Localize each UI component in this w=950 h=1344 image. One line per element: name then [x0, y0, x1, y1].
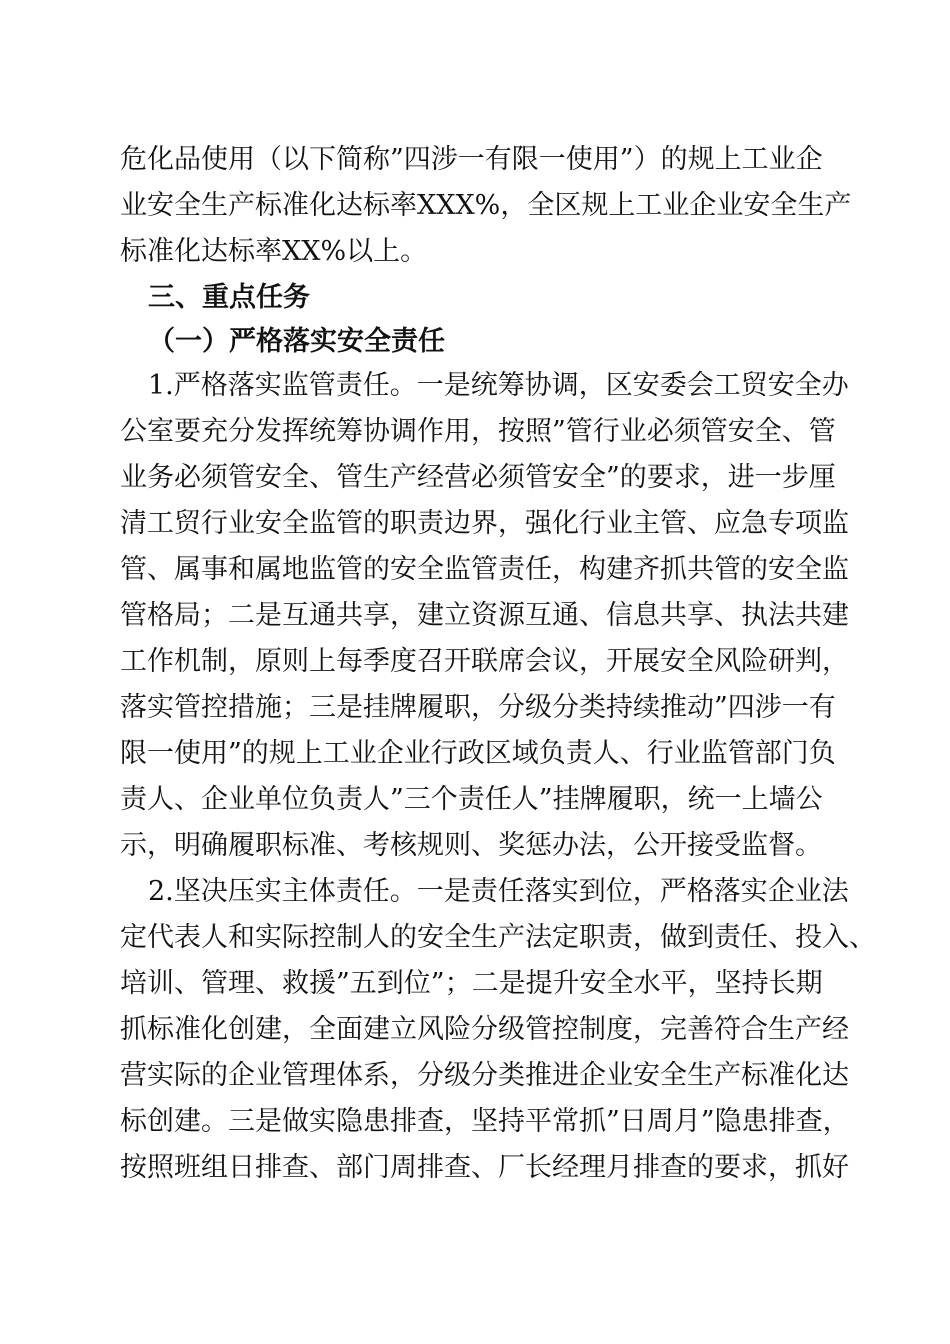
paragraph-1-line-4: 清工贸行业安全监管的职责边界，强化行业主管、应急专项监	[120, 508, 849, 539]
paragraph-1-line-7: 工作机制，原则上每季度召开联席会议，开展安全风险研判，	[120, 646, 849, 677]
paragraph-2-line-6: 标创建。三是做实隐患排查，坚持平常抓”日周月”隐患排查，	[120, 1106, 850, 1137]
paragraph-2-line-2: 定代表人和实际控制人的安全生产法定职责，做到责任、投入、	[120, 922, 876, 953]
paragraph-1-line-1: 1.严格落实监管责任。一是统筹协调，区安委会工贸安全办	[148, 370, 849, 401]
paragraph-1-line-2: 公室要充分发挥统筹协调作用，按照”管行业必须管安全、管	[120, 416, 836, 447]
paragraph-1-line-10: 责人、企业单位负责人”三个责任人”挂牌履职，统一上墙公	[120, 784, 823, 815]
subsection-heading: （一）严格落实安全责任	[148, 326, 445, 357]
paragraph-2-line-5: 营实际的企业管理体系，分级分类推进企业安全生产标准化达	[120, 1060, 849, 1091]
section-heading: 三、重点任务	[148, 282, 310, 313]
paragraph-1-line-8: 落实管控措施；三是挂牌履职，分级分类持续推动”四涉一有	[120, 692, 836, 723]
paragraph-1-line-3: 业务必须管安全、管生产经营必须管安全”的要求，进一步厘	[120, 462, 836, 493]
paragraph-2-line-3: 培训、管理、救援”五到位”；二是提升安全水平，坚持长期	[120, 968, 823, 999]
intro-line-1: 危化品使用（以下简称”四涉一有限一使用”）的规上工业企	[120, 144, 823, 175]
paragraph-1-line-6: 管格局；二是互通共享，建立资源互通、信息共享、执法共建	[120, 600, 849, 631]
paragraph-2-line-1: 2.坚决压实主体责任。一是责任落实到位，严格落实企业法	[148, 876, 849, 907]
paragraph-1-line-5: 管、属事和属地监管的安全监管责任，构建齐抓共管的安全监	[120, 554, 849, 585]
paragraph-2-line-4: 抓标准化创建，全面建立风险分级管控制度，完善符合生产经	[120, 1014, 849, 1045]
intro-line-3: 标准化达标率XX%以上。	[120, 236, 428, 267]
paragraph-2-line-7: 按照班组日排查、部门周排查、厂长经理月排查的要求，抓好	[120, 1152, 849, 1183]
intro-line-2: 业安全生产标准化达标率XXX%，全区规上工业企业安全生产	[120, 190, 852, 221]
paragraph-1-line-9: 限一使用”的规上工业企业行政区域负责人、行业监管部门负	[120, 738, 836, 769]
paragraph-1-line-11: 示，明确履职标准、考核规则、奖惩办法，公开接受监督。	[120, 830, 822, 861]
